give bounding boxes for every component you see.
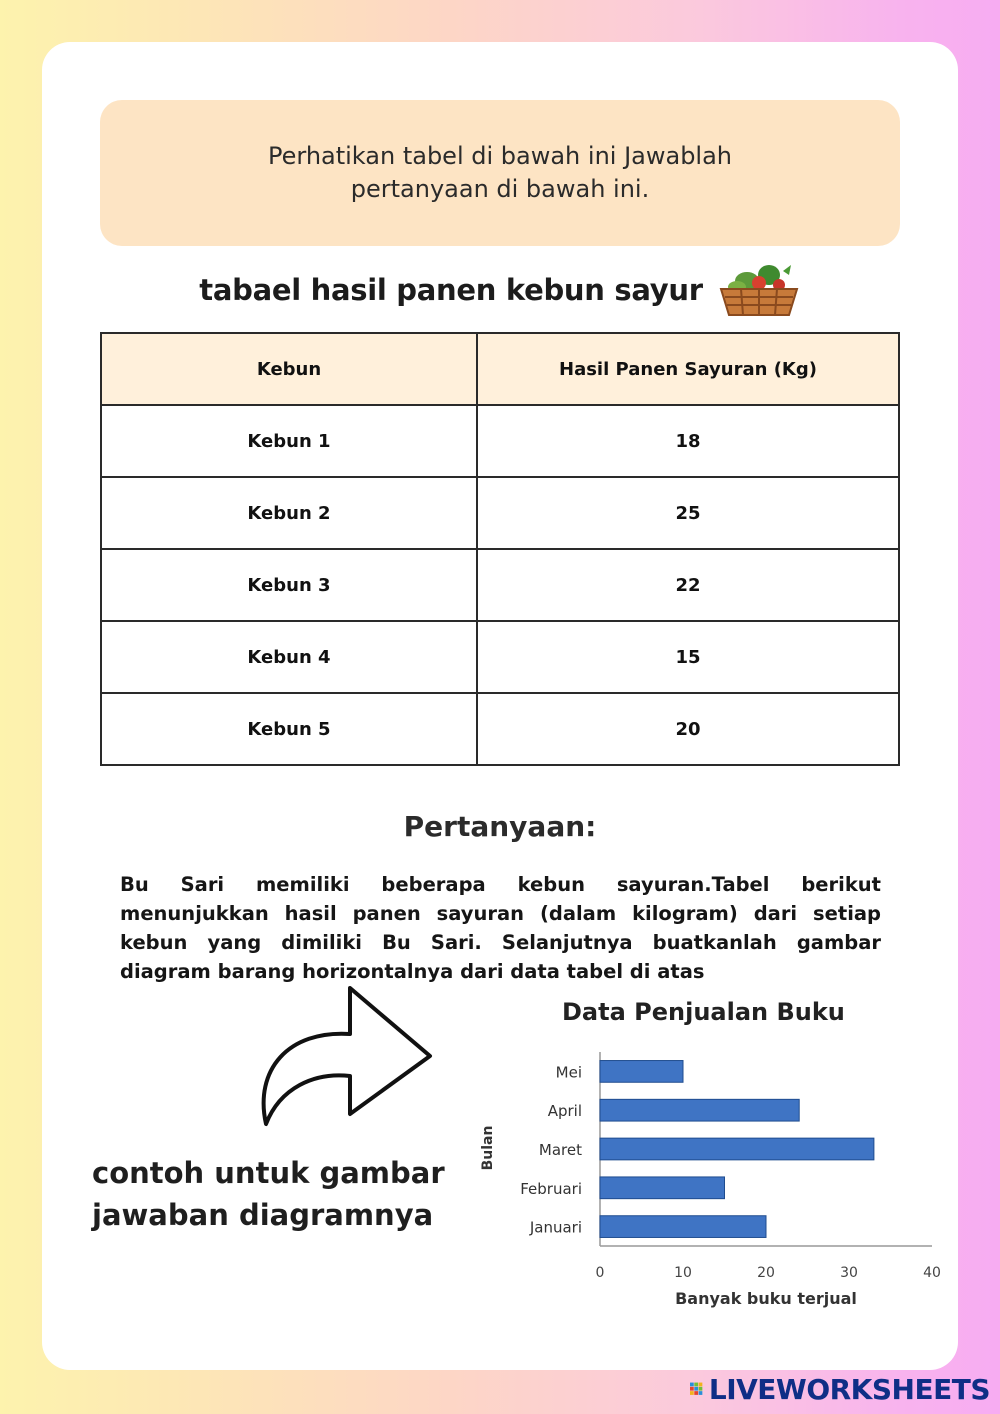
- chart-x-tick-label: 40: [923, 1265, 941, 1281]
- harvest-table: [100, 332, 900, 766]
- table-title-text: tabael hasil panen kebun sayur: [199, 273, 703, 307]
- footer-brand-text: LIVEWORKSHEETS: [708, 1372, 990, 1406]
- chart-xlabel: Banyak buku terjual: [675, 1289, 857, 1308]
- table-row: [101, 405, 899, 477]
- cell-hasil: 15: [477, 621, 899, 693]
- chart-category-label: Januari: [529, 1218, 582, 1237]
- question-text: Bu Sari memiliki beberapa kebun sayuran.Tabel berikut menunjukkan hasil panen sayuran (dalam kilogram) dari setiap kebun yang dimiliki Bu Sari. Selanjutnya buatkanlah gambar diagram barang horizontalnya dari data tabel di atas: [120, 873, 881, 983]
- cell-kebun: Kebun 4: [101, 621, 477, 693]
- chart-x-tick-label: 0: [595, 1265, 605, 1281]
- table-row: [101, 693, 899, 765]
- vegetable-basket-icon: [717, 261, 801, 319]
- chart-category-label: Mei: [555, 1063, 582, 1082]
- chart-title: Data Penjualan Buku: [562, 998, 845, 1026]
- table-row: [101, 477, 899, 549]
- header-kebun: Kebun: [101, 333, 477, 405]
- chart-bar: [600, 1216, 766, 1238]
- footer-brand: [690, 1372, 990, 1406]
- example-label: contoh untuk gambar jawaban diagramnya: [92, 1156, 445, 1232]
- cell-kebun: Kebun 3: [101, 549, 477, 621]
- example-bar-chart: [462, 986, 958, 1316]
- chart-category-label: April: [547, 1102, 582, 1121]
- cell-kebun: Kebun 5: [101, 693, 477, 765]
- cell-kebun: Kebun 2: [101, 477, 477, 549]
- chart-x-tick-label: 30: [840, 1265, 858, 1281]
- table-row: [101, 621, 899, 693]
- chart-x-tick-label: 10: [674, 1265, 692, 1281]
- chart-bar: [600, 1138, 874, 1160]
- cell-hasil: 22: [477, 549, 899, 621]
- cell-hasil: 20: [477, 693, 899, 765]
- curved-arrow-icon: [258, 984, 438, 1130]
- header-hasil-panen: Hasil Panen Sayuran (Kg): [477, 333, 899, 405]
- table-row: [101, 549, 899, 621]
- question-heading: Pertanyaan:: [403, 810, 597, 843]
- chart-x-tick-label: 20: [757, 1265, 775, 1281]
- chart-ylabel: Bulan: [480, 1125, 496, 1171]
- chart-bar: [600, 1099, 799, 1121]
- instruction-banner: [100, 100, 900, 246]
- cell-kebun: Kebun 1: [101, 405, 477, 477]
- cell-hasil: 25: [477, 477, 899, 549]
- chart-category-label: Maret: [538, 1141, 582, 1159]
- chart-bar: [600, 1061, 683, 1083]
- table-header-row: [101, 333, 899, 405]
- table-title: [150, 268, 850, 312]
- liveworksheets-logo-icon: [690, 1377, 703, 1401]
- chart-category-label: Februari: [520, 1179, 582, 1198]
- cell-hasil: 18: [477, 405, 899, 477]
- instruction-text: Perhatikan tabel di bawah ini Jawablah pertanyaan di bawah ini.: [267, 142, 733, 203]
- chart-bar: [600, 1177, 725, 1199]
